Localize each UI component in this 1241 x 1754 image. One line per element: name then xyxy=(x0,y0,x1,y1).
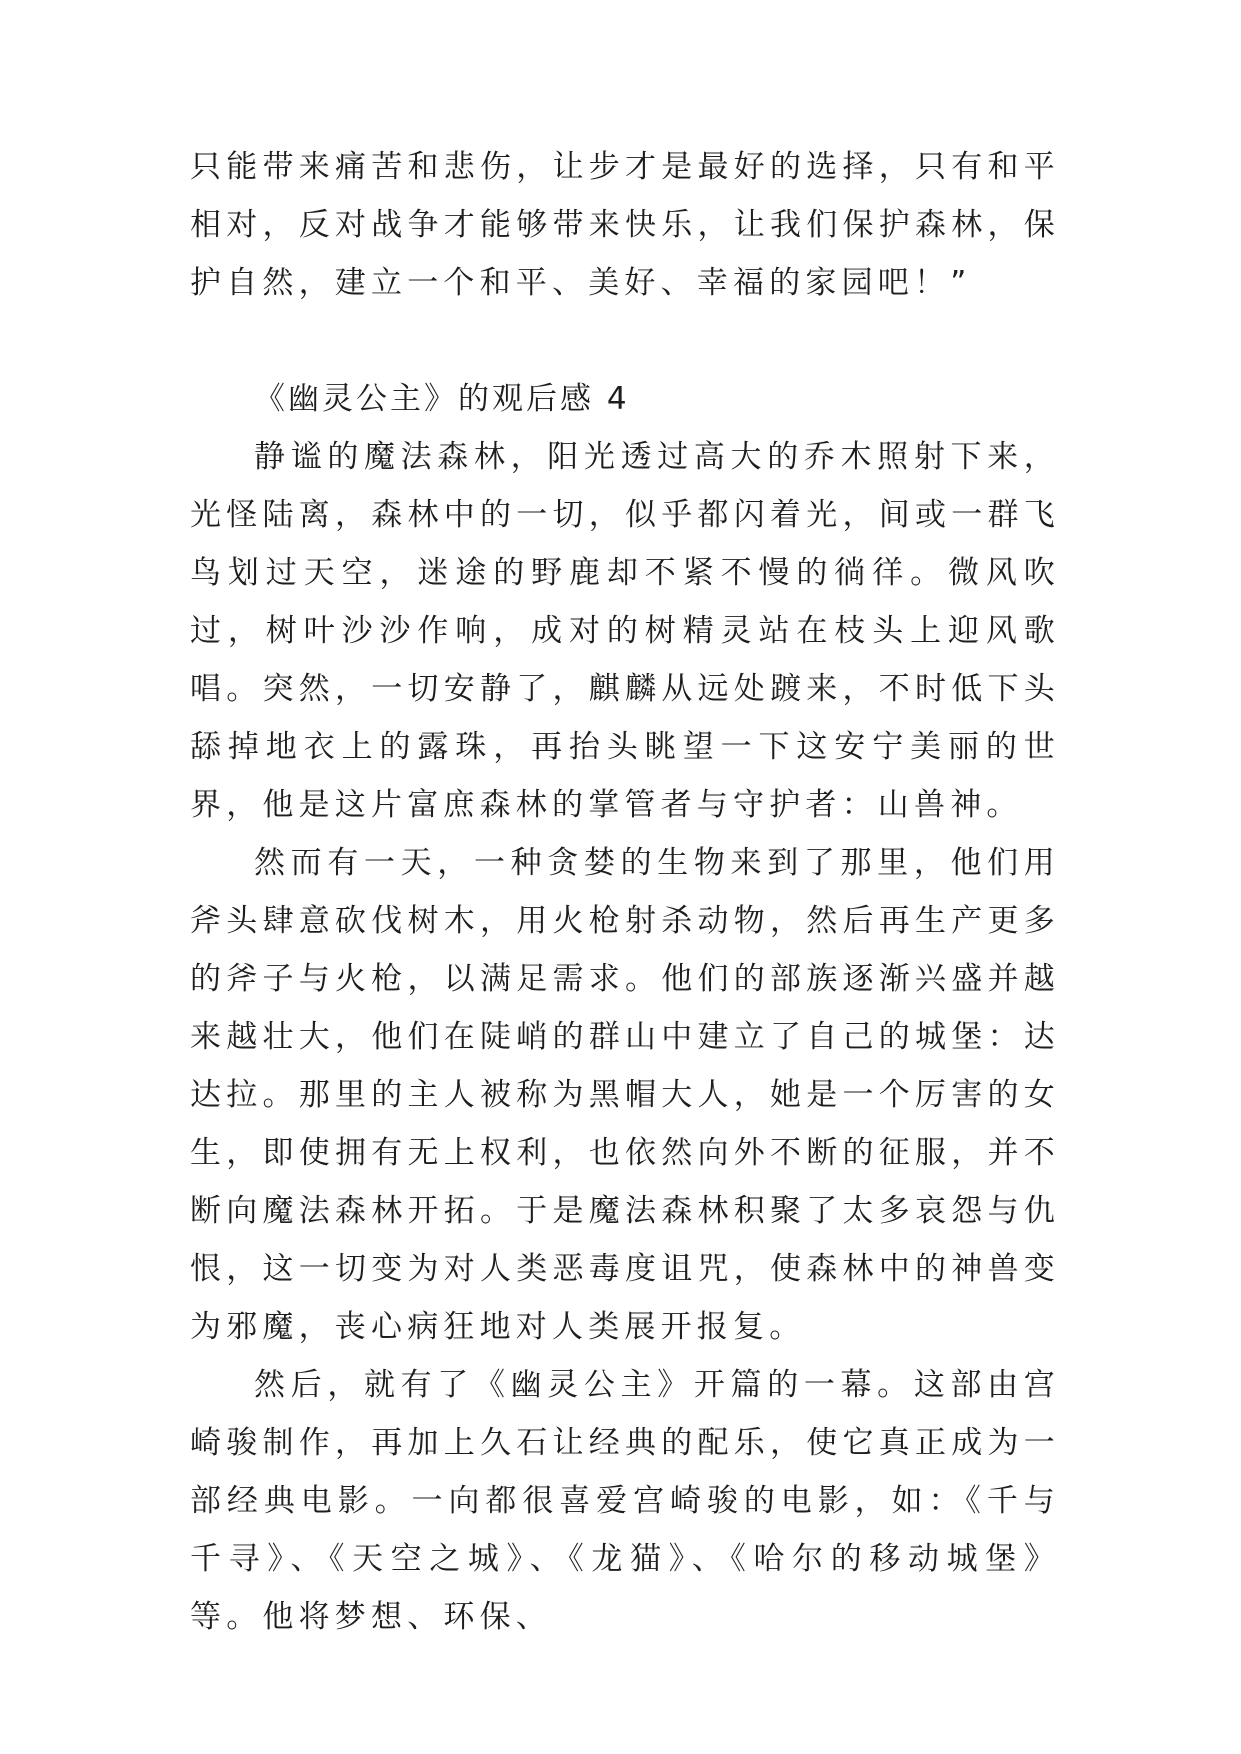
section-heading: 《幽灵公主》的观后感 4 xyxy=(254,381,630,417)
paragraph: 静谧的魔法森林，阳光透过高大的乔木照射下来，光怪陆离，森林中的一切，似乎都闪着光，间或一群飞鸟划过天空，迷途的野鹿却不紧不慢的徜徉。微风吹过，树叶沙沙作响，成对的树精灵站在枝头上迎风歌唱。突然，一切安静了，麒麟从远处踱来，不时低下头舔掉地衣上的露珠，再抬头眺望一下这安宁美丽的世界，他是这片富庶森林的掌管者与守护者：山兽神。 xyxy=(190,439,1060,823)
document-body xyxy=(190,138,1060,1646)
paragraph: 然后，就有了《幽灵公主》开篇的一幕。这部由宫崎骏制作，再加上久石让经典的配乐，使它真正成为一部经典电影。一向都很喜爱宫崎骏的电影，如：《千与千寻》、《天空之城》、《龙猫》、《哈尔的移动城堡》等。他将梦想、环保、 xyxy=(190,1367,1060,1635)
paragraph-continuation: 只能带来痛苦和悲伤，让步才是最好的选择，只有和平相对，反对战争才能够带来快乐，让我们保护森林，保护自然，建立一个和平、美好、幸福的家园吧！” xyxy=(190,149,1060,301)
paragraph: 然而有一天，一种贪婪的生物来到了那里，他们用斧头肆意砍伐树木，用火枪射杀动物，然后再生产更多的斧子与火枪，以满足需求。他们的部族逐渐兴盛并越来越壮大，他们在陡峭的群山中建立了自己的城堡：达达拉。那里的主人被称为黑帽大人，她是一个厉害的女生，即使拥有无上权利，也依然向外不断的征服，并不断向魔法森林开拓。于是魔法森林积聚了太多哀怨与仇恨，这一切变为对人类恶毒度诅咒，使森林中的神兽变为邪魔，丧心病狂地对人类展开报复。 xyxy=(190,845,1060,1345)
